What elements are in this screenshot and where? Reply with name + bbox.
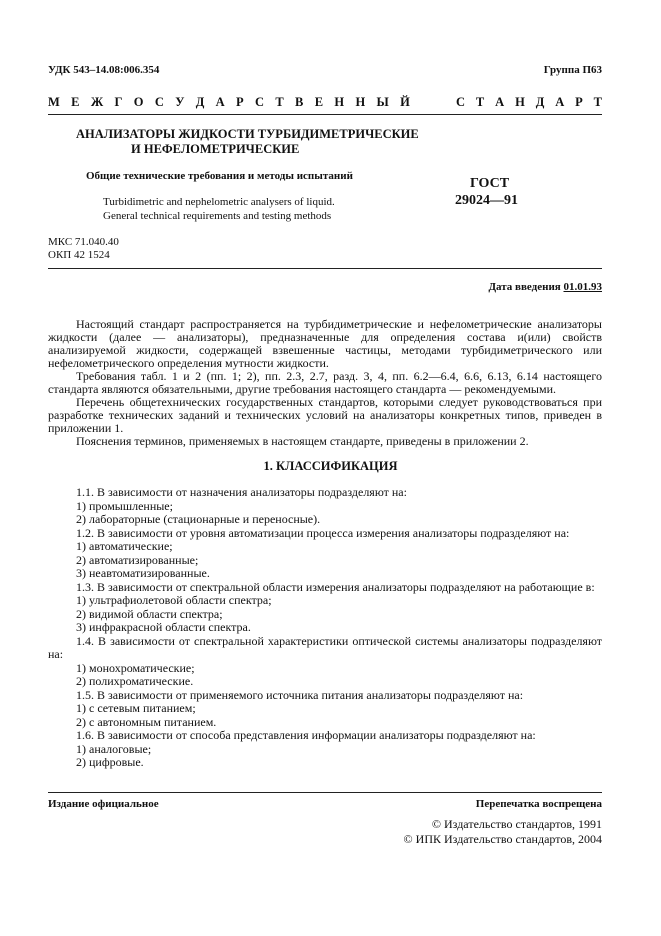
banner-letter: Р — [575, 95, 583, 109]
banner-letter: Г — [114, 95, 123, 109]
banner-letter: О — [133, 95, 144, 109]
group-code: Группа П63 — [543, 64, 602, 76]
intro-paragraph: Пояснения терминов, применяемых в настоящем стандарте, приведены в приложении 2. — [76, 434, 529, 448]
list-item: 1) промышленные; — [76, 498, 173, 513]
banner-letter: Д — [535, 95, 545, 109]
list-item: 2) с автономным питанием. — [76, 714, 217, 729]
banner-letter: С — [255, 95, 265, 109]
banner-letter: Т — [475, 95, 485, 109]
interstate-standard-banner — [48, 95, 602, 110]
banner-letter: Н — [515, 95, 525, 109]
header-rule — [48, 268, 602, 269]
intro-date-label: Дата введения — [488, 281, 561, 293]
edition-label: Издание официальное — [48, 798, 159, 810]
footer-rule — [48, 792, 602, 793]
intro-paragraph: Требования табл. 1 и 2 (пп. 1; 2), пп. 2.3, 2.7, разд. 3, 4, пп. 6.2—6.4, 6.6, 6.13, 6.14 настоящего стандарта являются обязательными, другие требования настоящего стандарта — рекомендуемыми. — [48, 369, 602, 396]
banner-letter: Е — [314, 95, 324, 109]
banner-letter: В — [295, 95, 304, 109]
banner-letter: Е — [71, 95, 80, 109]
clause-item: 1.2. В зависимости от уровня автоматизации процесса измерения анализаторы подразделяют на: — [76, 525, 570, 540]
intro-text — [48, 318, 602, 448]
list-item: 2) цифровые. — [76, 755, 144, 769]
list-item: 2) видимой области спектра; — [76, 606, 223, 621]
banner-letter: А — [215, 95, 225, 109]
intro-paragraph: Перечень общетехнических государственных стандартов, которыми следует руководствоваться при разработке технических заданий и технических условий на анализаторы конкретных типов, приведен в приложении 1. — [48, 395, 602, 435]
list-item: 2) полихроматические. — [76, 674, 194, 688]
banner-letter: С — [154, 95, 164, 109]
okp-code: ОКП 42 1524 — [48, 249, 110, 261]
copyright-1: © Издательство стандартов, 1991 — [431, 817, 602, 831]
clause-item: 1.5. В зависимости от применяемого источника питания анализаторы подразделяют на: — [76, 687, 524, 702]
banner-letter: Ы — [376, 95, 389, 109]
banner-letter: Д — [195, 95, 205, 109]
list-item: 1) ультрафиолетовой области спектра; — [76, 593, 272, 607]
banner-letter: Р — [236, 95, 244, 109]
banner-letter: А — [555, 95, 565, 109]
subtitle: Общие технические требования и методы испытаний — [86, 170, 353, 182]
classification-list — [48, 486, 602, 770]
mks-code: МКС 71.040.40 — [48, 236, 119, 248]
list-item: 3) инфракрасной области спектра. — [76, 620, 251, 634]
banner-word-1 — [48, 95, 410, 110]
gost-number: 29024—91 — [455, 193, 518, 208]
banner-rule — [48, 114, 602, 115]
title-line-1: АНАЛИЗАТОРЫ ЖИДКОСТИ ТУРБИДИМЕТРИЧЕСКИЕ — [76, 127, 419, 141]
list-item: 1) монохроматические; — [76, 660, 195, 675]
list-item: 1) аналоговые; — [76, 741, 152, 756]
banner-letter: У — [175, 95, 185, 109]
banner-letter: М — [48, 95, 60, 109]
udk-code: УДК 543–14.08:006.354 — [48, 64, 160, 76]
clause-item: 1.3. В зависимости от спектральной области измерения анализаторы подразделяют на работающие в: — [76, 579, 595, 594]
list-item: 1) автоматические; — [76, 539, 173, 553]
list-item: 2) лабораторные (стационарные и переносные). — [76, 512, 321, 526]
title-line-2: И НЕФЕЛОМЕТРИЧЕСКИЕ — [131, 142, 300, 156]
clause-item: 1.6. В зависимости от способа представления информации анализаторы подразделяют на: — [76, 728, 536, 742]
reprint-notice: Перепечатка воспрещена — [475, 798, 602, 810]
intro-date — [488, 281, 602, 293]
copyright-2: © ИПК Издательство стандартов, 2004 — [403, 832, 602, 846]
banner-letter: Н — [355, 95, 366, 109]
intro-date-value: 01.01.93 — [563, 281, 602, 293]
subtitle-english-2: General technical requirements and testing methods — [103, 210, 332, 222]
banner-word-2 — [456, 95, 602, 110]
banner-letter: Й — [400, 95, 410, 109]
banner-letter: Т — [275, 95, 284, 109]
list-item: 1) с сетевым питанием; — [76, 701, 196, 715]
clause-item: 1.4. В зависимости от спектральной характеристики оптической системы анализаторы подразделяют на: — [48, 633, 602, 661]
list-item: 3) неавтоматизированные. — [76, 566, 210, 580]
banner-letter: С — [456, 95, 466, 109]
banner-letter: Т — [593, 95, 602, 109]
banner-letter: А — [495, 95, 505, 109]
list-item: 2) автоматизированные; — [76, 552, 199, 567]
gost-label: ГОСТ — [470, 176, 510, 191]
intro-paragraph: Настоящий стандарт распространяется на турбидиметрические и нефелометрические анализаторы жидкости (далее — анализаторы), предназначенные для определения состава и(или) свойств анализируемой жидкости, содержащей взвешенные частицы, методами турбидиметрического или нефелометрического определения мутности жидкости. — [48, 317, 602, 370]
banner-letter: Н — [334, 95, 345, 109]
section-title: 1. КЛАССИФИКАЦИЯ — [263, 459, 398, 473]
subtitle-english-1: Turbidimetric and nephelometric analysers of liquid. — [103, 196, 335, 208]
clause-item: 1.1. В зависимости от назначения анализаторы подразделяют на: — [76, 485, 407, 499]
banner-letter: Ж — [90, 95, 104, 109]
